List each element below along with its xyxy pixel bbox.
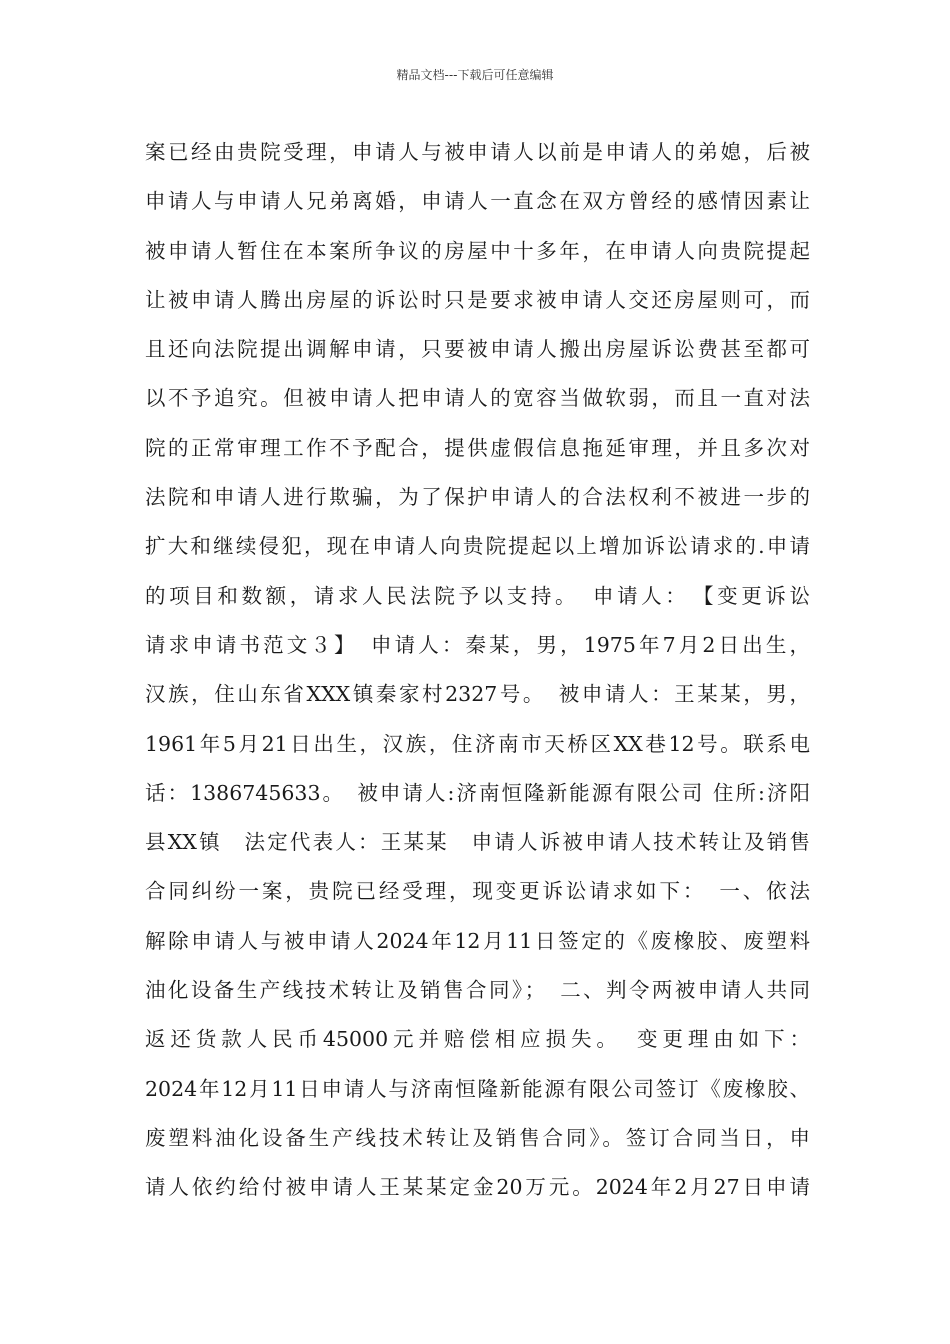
text-line: 合同纠纷一案，贵院已经受理，现变更诉讼请求如下： 一、依法 <box>145 879 810 904</box>
text-line: 解除申请人与被申请人2024年12月11日签定的《废橡胶、废塑料 <box>145 928 810 953</box>
text-line: 让被申请人腾出房屋的诉讼时只是要求被申请人交还房屋则可，而 <box>145 287 810 312</box>
text-line: 案已经由贵院受理，申请人与被申请人以前是申请人的弟媳，后被 <box>145 140 810 164</box>
text-line: 法院和申请人进行欺骗，为了保护申请人的合法权利不被进一步的 <box>145 485 810 510</box>
text-line: 请求申请书范文３】 申请人：秦某，男，1975年7月2日出生， <box>145 632 810 657</box>
text-line: 以不予追究。但被申请人把申请人的宽容当做软弱，而且一直对法 <box>145 386 810 411</box>
text-line: 话：1386745633。 被申请人:济南恒隆新能源有限公司 住所:济阳 <box>145 780 810 805</box>
text-line: 2024年12月11日申请人与济南恒隆新能源有限公司签订《废橡胶、 <box>145 1076 810 1101</box>
text-line: 汉族，住山东省XXX镇秦家村2327号。 被申请人：王某某，男， <box>145 682 810 707</box>
text-line: 申请人与申请人兄弟离婚，申请人一直念在双方曾经的感情因素让 <box>145 189 810 214</box>
text-line: 被申请人暂住在本案所争议的房屋中十多年，在申请人向贵院提起 <box>145 238 810 263</box>
page-header: 精品文档---下载后可任意编辑 <box>396 68 554 82</box>
text-line: 且还向法院提出调解申请，只要被申请人搬出房屋诉讼费甚至都可 <box>145 337 810 362</box>
text-line: 油化设备生产线技术转让及销售合同》； 二、判令两被申请人共同 <box>145 978 810 1003</box>
text-line: 1961年5月21日出生，汉族，住济南市天桥区XX巷12号。联系电 <box>145 731 810 756</box>
text-line: 的项目和数额，请求人民法院予以支持。 申请人： 【变更诉讼 <box>145 583 810 608</box>
text-line: 废塑料油化设备生产线技术转让及销售合同》。签订合同当日，申 <box>145 1125 810 1150</box>
text-line: 县XX镇 法定代表人：王某某 申请人诉被申请人技术转让及销售 <box>145 830 810 855</box>
text-line: 返还货款人民币45000元并赔偿相应损失。 变更理由如下： <box>145 1027 810 1052</box>
text-line: 请人依约给付被申请人王某某定金20万元。2024年2月27日申请 <box>145 1175 810 1200</box>
text-line: 院的正常审理工作不予配合，提供虚假信息拖延审理，并且多次对 <box>145 435 810 460</box>
document-body <box>145 128 810 1213</box>
text-line: 扩大和继续侵犯，现在申请人向贵院提起以上增加诉讼请求的.申请 <box>145 534 810 559</box>
